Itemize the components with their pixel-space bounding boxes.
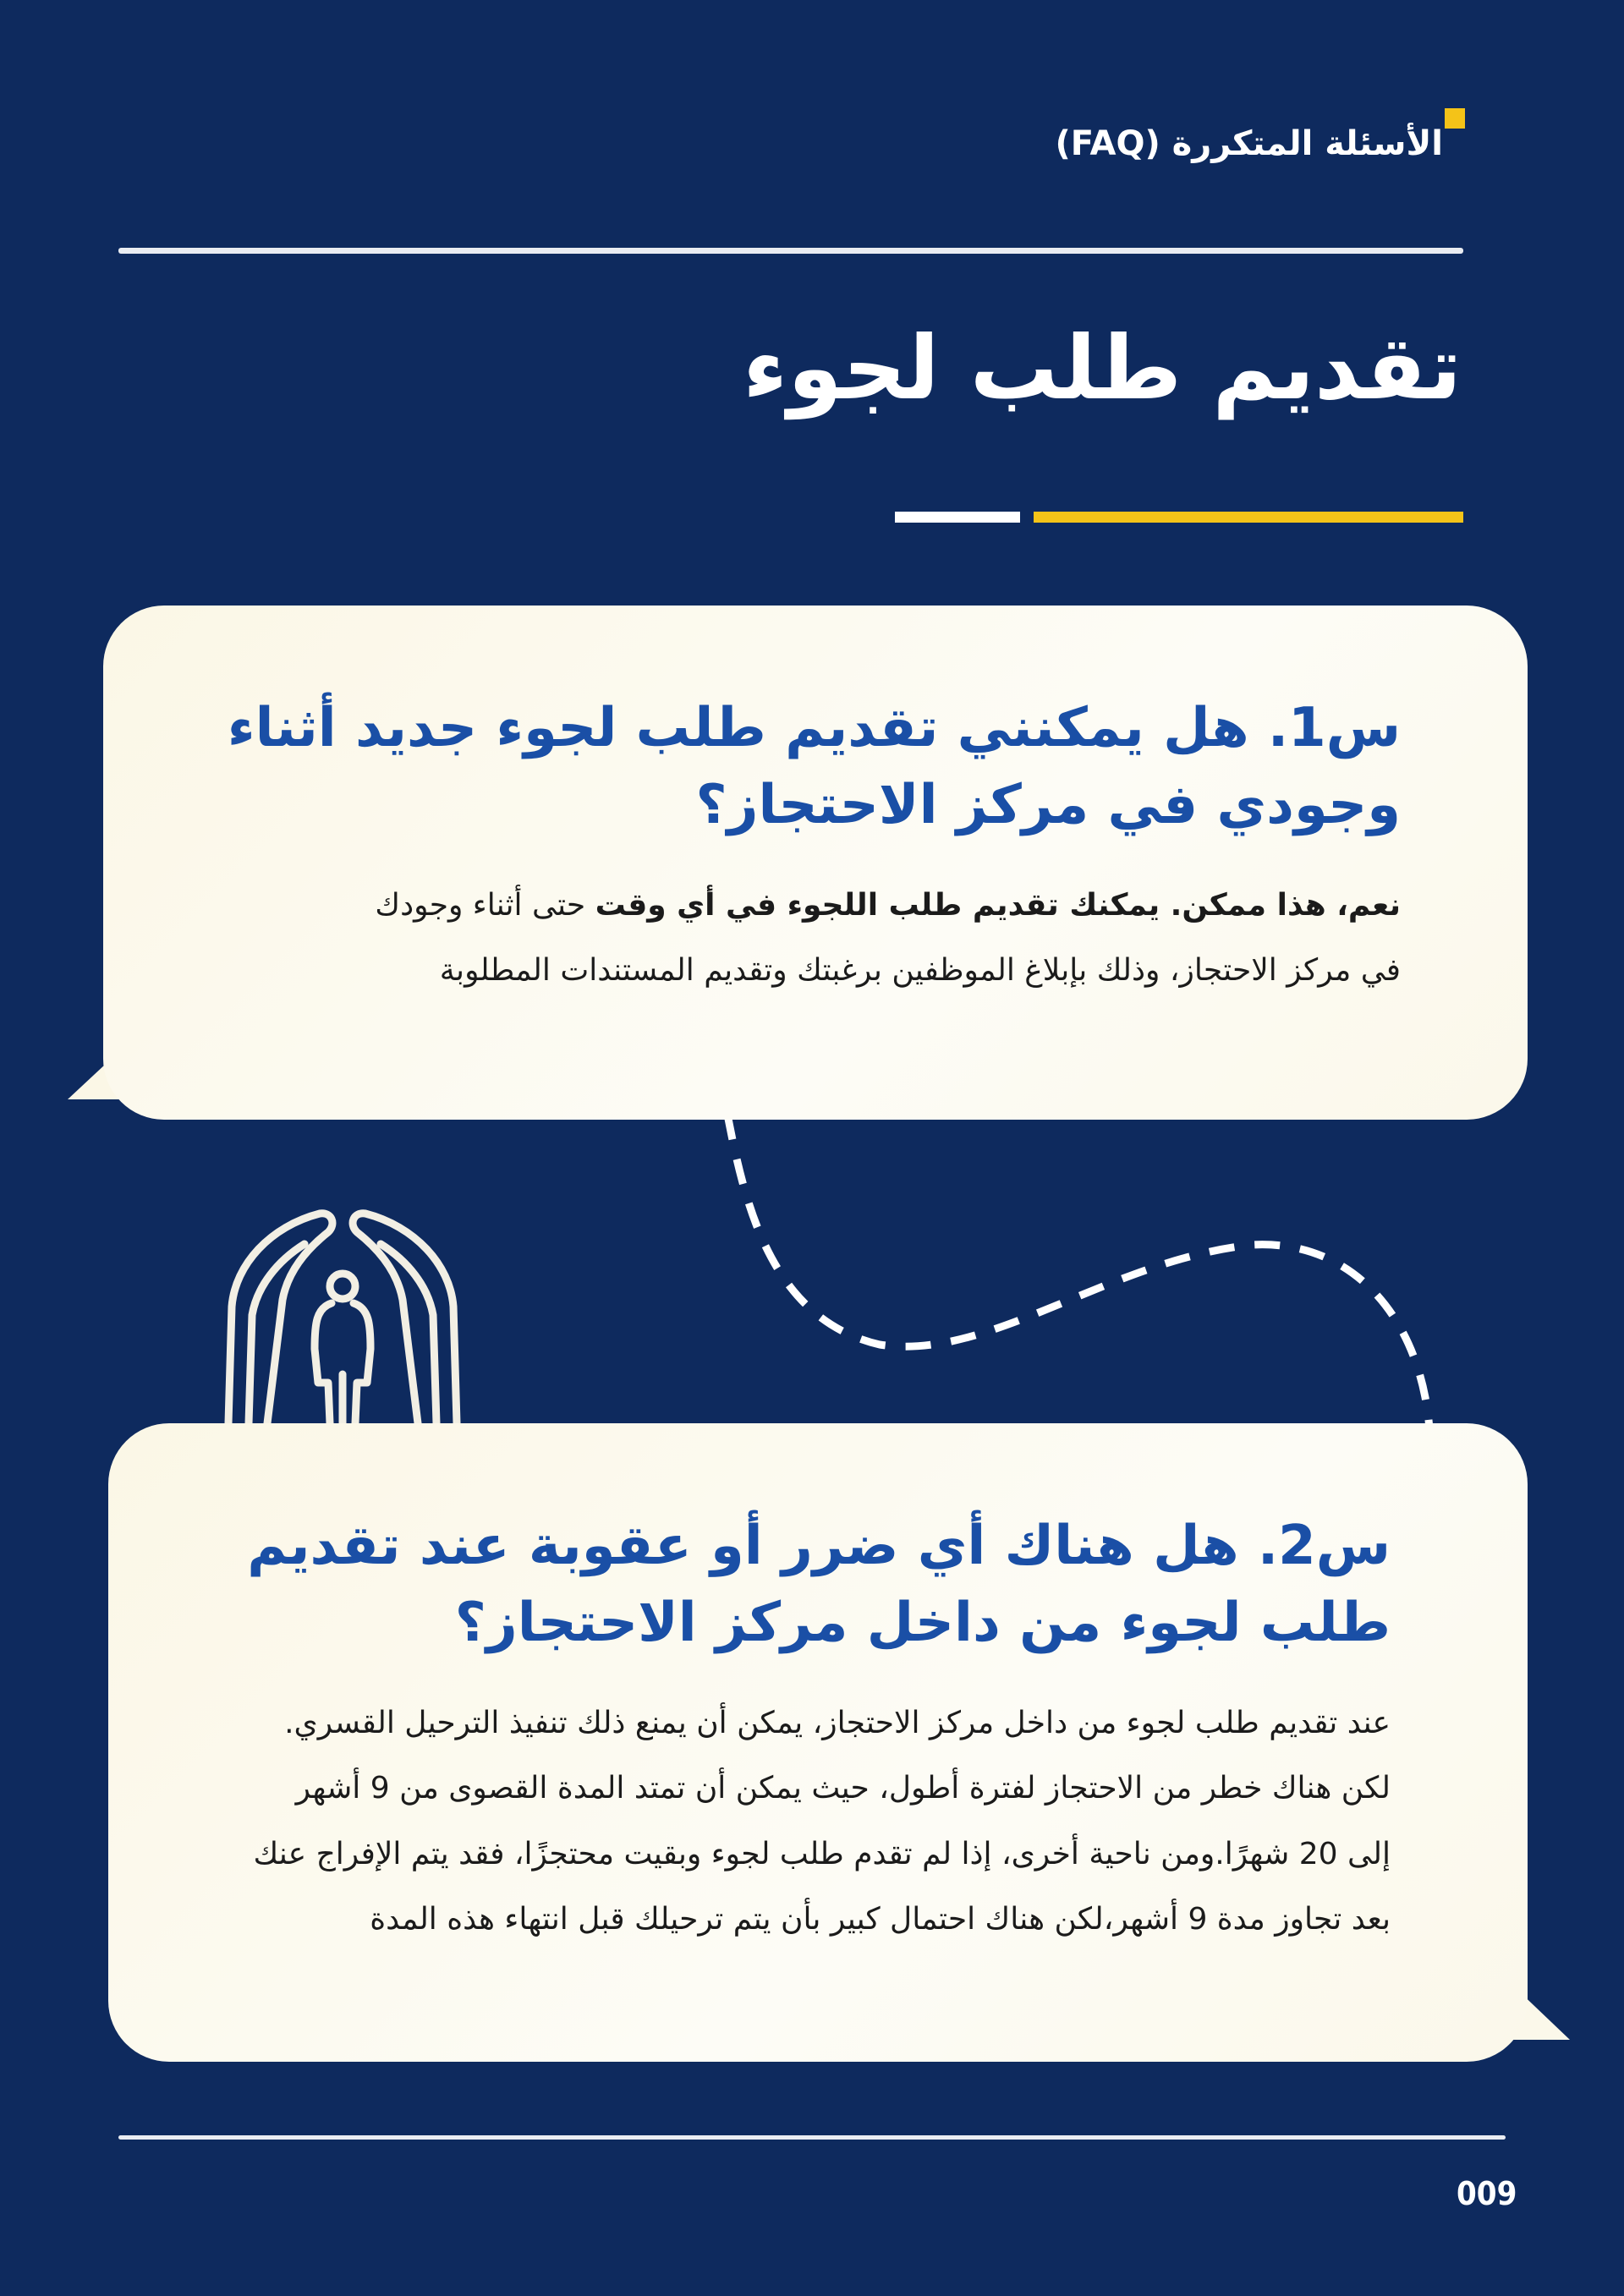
bottom-divider bbox=[118, 2135, 1506, 2140]
faq-question-2: س2. هل هناك أي ضرر أو عقوبة عند تقديم طلب لجوء من داخل مركز الاحتجاز؟ bbox=[247, 1515, 1391, 1654]
title-underline-white bbox=[895, 512, 1020, 523]
top-divider bbox=[118, 248, 1463, 254]
answer-emphasis: نعم، هذا ممكن. يمكنك تقديم طلب اللجوء في أي وقت bbox=[595, 887, 1401, 923]
page-title: تقديم طلب لجوء bbox=[743, 316, 1462, 419]
title-underline-yellow bbox=[1034, 512, 1463, 523]
faq-card-q2 bbox=[108, 1423, 1528, 2062]
page-number: 009 bbox=[1457, 2175, 1517, 2212]
faq-question-1: س1. هل يمكنني تقديم طلب لجوء جديد أثناء وجودي في مركز الاحتجاز؟ bbox=[227, 697, 1401, 836]
faq-answer-2: عند تقديم طلب لجوء من داخل مركز الاحتجاز، يمكن أن يمنع ذلك تنفيذ الترحيل القسري. لكن هناك خطر من الاحتجاز لفترة أطول، حيث يمكن أن تمتد المدة القصوى من 9 أشهر إلى 20 شهرًا.ومن ناحية أخرى، إذا لم تقدم طلب لجوء وبقيت محتجزًا، فقد يتم الإفراج عنك بعد تجاوز مدة 9 أشهر،لكن هناك احتمال كبير بأن يتم ترحيلك قبل انتهاء هذه المدة bbox=[253, 1705, 1391, 1937]
faq-card-q1 bbox=[103, 606, 1528, 1120]
section-label: الأسئلة المتكررة (FAQ) bbox=[1055, 124, 1443, 163]
accent-square bbox=[1445, 108, 1465, 129]
faq-answer-1: نعم، هذا ممكن. يمكنك تقديم طلب اللجوء في أي وقت حتى أثناء وجودك في مركز الاحتجاز، وذلك بإبلاغ الموظفين برغبتك وتقديم المستندات المطلوبة bbox=[375, 887, 1401, 989]
protecting-hands-person-icon bbox=[220, 1205, 465, 1427]
